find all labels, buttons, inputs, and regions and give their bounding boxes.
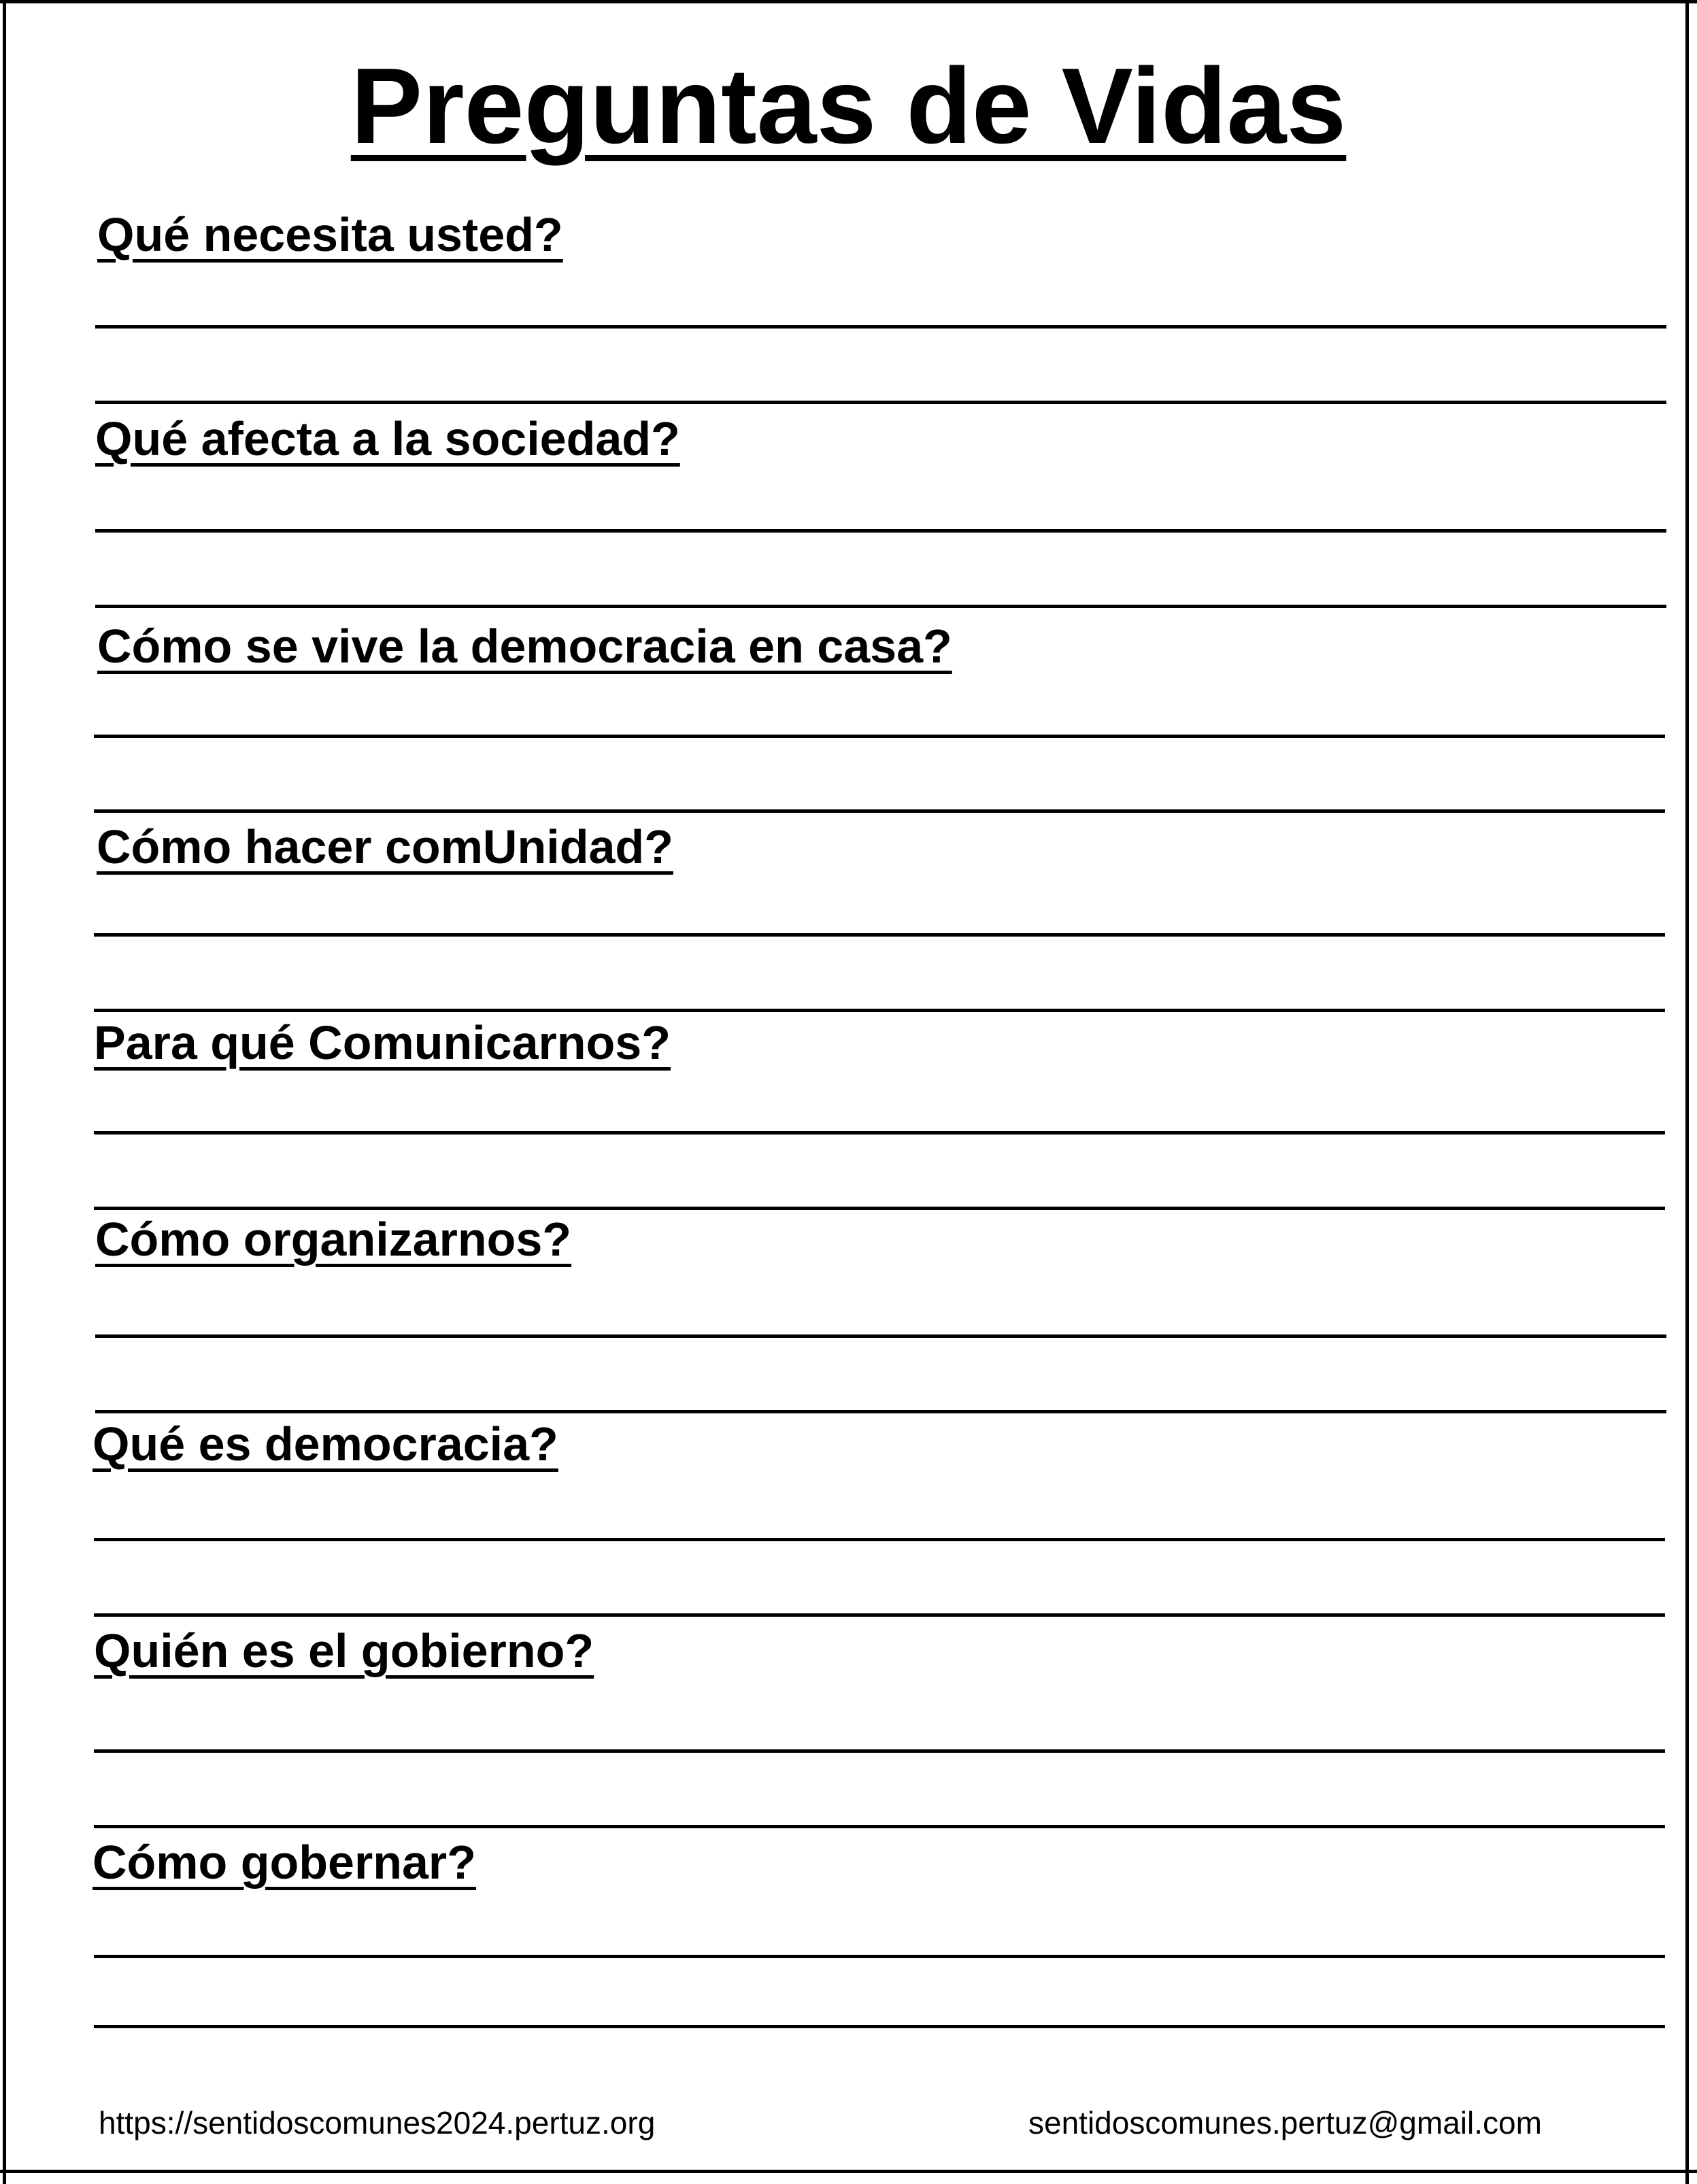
page-title-text: Preguntas de Vidas (350, 46, 1347, 166)
answer-line-5b[interactable] (94, 1207, 1665, 1210)
answer-line-3a[interactable] (94, 735, 1665, 738)
answer-line-8a[interactable] (94, 1749, 1665, 1753)
page-border-bottom (0, 2170, 1697, 2173)
answer-line-7a[interactable] (94, 1538, 1665, 1541)
page-title (0, 48, 1697, 166)
answer-line-4b[interactable] (94, 1009, 1665, 1012)
question-8: Quién es el gobierno? (94, 1624, 594, 1677)
answer-line-4a[interactable] (94, 933, 1665, 937)
footer-email[interactable]: sentidoscomunes.pertuz@gmail.com (1028, 2105, 1542, 2140)
question-6: Cómo organizarnos? (95, 1213, 572, 1266)
answer-line-3b[interactable] (94, 809, 1665, 813)
answer-line-6a[interactable] (95, 1334, 1666, 1338)
question-3: Cómo se vive la democracia en casa? (97, 620, 952, 673)
question-9: Cómo gobernar? (93, 1836, 476, 1889)
answer-line-9b[interactable] (94, 2025, 1665, 2028)
answer-line-8b[interactable] (94, 1825, 1665, 1828)
answer-line-1a[interactable] (95, 325, 1666, 329)
answer-line-5a[interactable] (94, 1131, 1665, 1135)
answer-line-6b[interactable] (95, 1410, 1666, 1413)
question-4: Cómo hacer comUnidad? (97, 820, 673, 873)
answer-line-2b[interactable] (95, 605, 1666, 608)
question-2: Qué afecta a la sociedad? (95, 412, 680, 465)
question-7: Qué es democracia? (93, 1417, 558, 1471)
answer-line-7b[interactable] (94, 1613, 1665, 1617)
question-5: Para qué Comunicarnos? (94, 1016, 671, 1069)
question-1: Qué necesita usted? (97, 208, 563, 261)
page-border-left (3, 0, 6, 2184)
page-border-top (0, 0, 1697, 3)
page-border-right (1685, 0, 1689, 2184)
answer-line-2a[interactable] (95, 529, 1666, 533)
footer-website-link[interactable]: https://sentidoscomunes2024.pertuz.org (99, 2105, 656, 2140)
answer-line-1b[interactable] (95, 401, 1666, 404)
answer-line-9a[interactable] (94, 1955, 1665, 1958)
